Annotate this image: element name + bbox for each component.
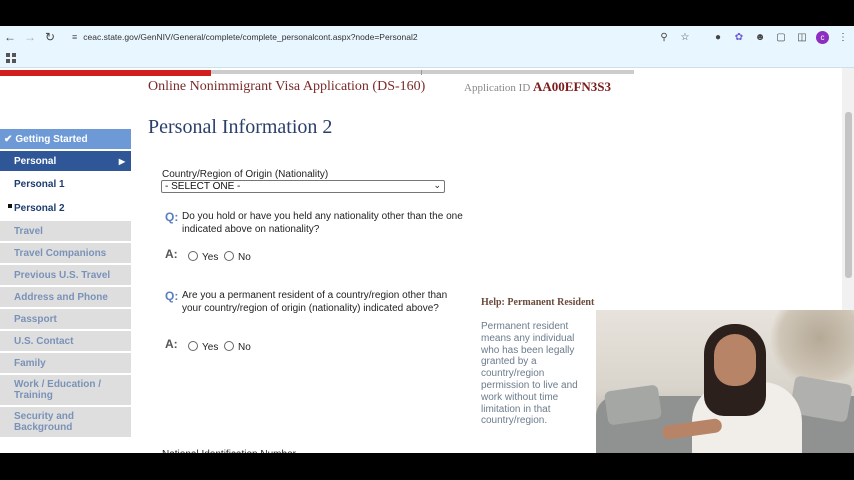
permanent-resident-yes-radio[interactable] (188, 341, 198, 351)
nationality-select[interactable] (161, 180, 445, 193)
help-label: Help: (481, 297, 505, 308)
progress-bar-track (211, 70, 634, 74)
progress-bar-marker (421, 70, 422, 75)
sidebar-item-travel[interactable] (0, 221, 131, 241)
zoom-icon[interactable]: ⚲ (660, 31, 668, 43)
permanent-resident-no-radio[interactable] (224, 341, 234, 351)
video-letterbox-bottom (0, 453, 854, 480)
sidebar-item-previous-travel[interactable] (0, 265, 131, 285)
sidebar-item-label: Security and Background (14, 411, 75, 433)
sidebar-item-label: Personal (14, 155, 57, 167)
scrollbar-thumb[interactable] (845, 112, 852, 278)
extension-icon[interactable]: ☻ (754, 31, 766, 43)
help-title (481, 297, 594, 308)
sidebar-item-label: Passport (14, 313, 57, 325)
sidebar-item-personal-1[interactable] (0, 173, 131, 195)
page-content (0, 68, 854, 453)
sidebar-item-label: Travel (14, 225, 43, 237)
extension-icon[interactable]: ● (714, 31, 722, 43)
nationality-select-value: - SELECT ONE - (165, 181, 241, 192)
radio-label-no: No (238, 342, 251, 353)
page-title: Personal Information 2 (148, 116, 333, 138)
question-marker: Q: (165, 210, 179, 224)
webcam-overlay (596, 310, 854, 453)
sidebar-item-label: Work / Education / Training (14, 379, 102, 401)
question-permanent-resident: Are you a permanent resident of a country/region other than your country/region of origin (nationality) indicated above? (182, 290, 448, 314)
extension-icon[interactable]: ✿ (734, 31, 744, 43)
site-title: Online Nonimmigrant Visa Application (DS-160) (148, 79, 426, 94)
sidebar-item-label: Previous U.S. Travel (14, 269, 111, 281)
other-nationality-no-radio[interactable] (224, 251, 234, 261)
help-text: Permanent resident means any individual who has been legally granted by a country/region permission to live and work without time limitation in that country/region. (481, 321, 578, 427)
site-info-icon[interactable]: ≡ (72, 32, 78, 42)
other-nationality-yes-radio[interactable] (188, 251, 198, 261)
sidebar-item-us-contact[interactable] (0, 331, 131, 351)
apps-grid-icon[interactable] (6, 53, 16, 63)
application-id-label: Application ID (464, 82, 531, 94)
sidebar-item-address-phone[interactable] (0, 287, 131, 307)
radio-label-no: No (238, 252, 251, 263)
question-other-nationality: Do you hold or have you held any nationality other than the one indicated above on nationality? (182, 211, 463, 235)
bookmark-star-icon[interactable]: ☆ (680, 31, 690, 43)
nationality-label: Country/Region of Origin (Nationality) (162, 169, 329, 180)
sidebar-item-label: Travel Companions (14, 247, 107, 259)
sidebar-icon[interactable]: ◫ (797, 31, 807, 43)
browser-toolbar (0, 26, 854, 48)
sidebar-item-passport[interactable] (0, 309, 131, 329)
back-icon[interactable]: ← (4, 30, 16, 44)
extensions-puzzle-icon[interactable]: ▢ (776, 31, 786, 43)
current-page-bullet-icon (8, 204, 12, 208)
answer-marker: A: (165, 247, 178, 261)
sidebar-item-security[interactable] (0, 407, 131, 437)
chevron-down-icon: ⌄ (433, 180, 441, 190)
radio-label-yes: Yes (202, 252, 219, 263)
question-marker: Q: (165, 289, 179, 303)
url-text: ceac.state.gov/GenNIV/General/complete/complete_personalcont.aspx?node=Personal2 (83, 32, 418, 42)
webcam-person-face (714, 334, 756, 386)
sidebar-item-travel-companions[interactable] (0, 243, 131, 263)
profile-avatar[interactable]: c (816, 31, 829, 44)
radio-label-yes: Yes (202, 342, 219, 353)
reload-icon[interactable]: ↻ (44, 30, 56, 44)
answer-marker: A: (165, 337, 178, 351)
application-id-value: AA00EFN3S3 (533, 79, 612, 94)
checkmark-icon: ✔ (4, 133, 13, 145)
sidebar-item-personal[interactable] (0, 151, 131, 171)
sidebar-item-getting-started[interactable] (0, 129, 131, 149)
address-bar[interactable] (66, 28, 716, 46)
sidebar-item-label: Personal 1 (14, 178, 65, 190)
sidebar-item-label: Personal 2 (14, 202, 65, 214)
menu-icon[interactable]: ⋮ (838, 31, 848, 43)
help-topic: Permanent Resident (507, 297, 595, 308)
sidebar-item-personal-2[interactable] (0, 197, 131, 219)
bookmarks-bar (0, 48, 854, 68)
sidebar-item-label: Family (14, 357, 46, 369)
progress-bar-filled (0, 70, 211, 76)
forward-icon[interactable]: → (24, 30, 36, 44)
caret-right-icon: ▶ (118, 156, 125, 166)
sidebar-item-work-education[interactable] (0, 375, 131, 405)
sidebar-item-label: Address and Phone (14, 291, 108, 303)
webcam-background (768, 310, 854, 380)
sidebar-item-family[interactable] (0, 353, 131, 373)
sidebar-nav (0, 129, 131, 439)
sidebar-item-label: U.S. Contact (14, 335, 74, 347)
sidebar-item-label: Getting Started (15, 133, 88, 145)
video-letterbox-top (0, 0, 854, 26)
